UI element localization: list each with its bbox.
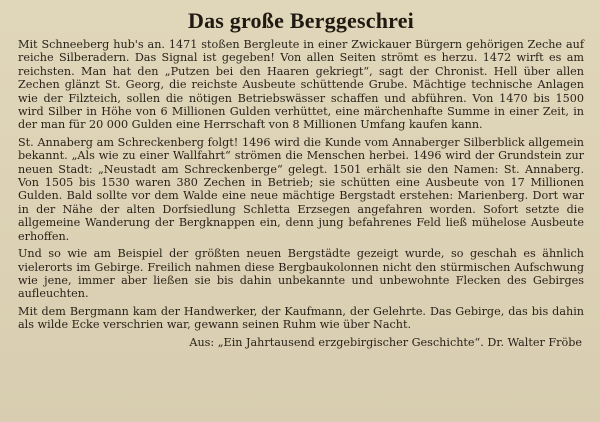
source-citation: Aus: „Ein Jahrtausend erzgebirgischer Geschichte“. Dr. Walter Fröbe [189,335,582,349]
document-title: Das große Berggeschrei [188,8,414,33]
paragraph-schneeberg: Mit Schneeberg hub's an. 1471 stoßen Bergleute in einer Zwickauer Bürgern gehörigen Zeche auf reiche Silberadern. Das Signal ist gegeben! Von allen Seiten strömt es herzu. 1472 wirft es am reichsten. Man hat den „Putzen bei den Haaren gekriegt“, sagt der Chronist. Hell über allen Zechen glänzt St. Georg, die reichste Ausbeute schüttende Grube. Mächtige technische Anlagen wie der Filzteich, sollen die nötigen Betriebswässer schaffen und abführen. Von 1470 bis 1500 wird Silber in Höhe von 6 Millionen Gulden verhüttet, eine märchenhafte Summe in einer Zeit, in der man für 20 000 Gulden eine Herrschaft von 8 Millionen Umfang kaufen kann. [18,38,584,132]
paragraph-handwerker: Mit dem Bergmann kam der Handwerker, der Kaufmann, der Gelehrte. Das Gebirge, das bis dahin als wilde Ecke verschrien war, gewann seinen Ruhm wie über Nacht. [18,304,584,332]
paragraph-annaberg: St. Annaberg am Schreckenberg folgt! 1496 wird die Kunde vom Annaberger Silberblick allgemein bekannt. „Als wie zu einer Wallfahrt“ strömen die Menschen herbei. 1496 wird der Grundstein zur neuen Stadt: „Neustadt am Schreckenberge“ gelegt. 1501 erhält sie den Namen: St. Annaberg. Von 1505 bis 1530 waren 380 Zechen in Betrieb; sie schütten eine Ausbeute von 17 Millionen Gulden. Bald sollte vor dem Walde eine neue mächtige Bergstadt erstehen: Marienberg. Dort war in der Nähe der alten Dorfsiedlung Schletta Erzsegen angefahren worden. Sofort setzte die allgemeine Wanderung der Bergknappen ein, denn jung befahrenes Feld ließ mühelose Ausbeute erhoffen. [18,135,584,243]
paragraph-bergstaedte: Und so wie am Beispiel der größten neuen Bergstädte gezeigt wurde, so geschah es ähnlich vielerorts im Gebirge. Freilich nahmen diese Bergbaukolonnen nicht den stürmischen Aufschwung wie jene, immer aber ließen sie bis dahin unbekannte und unbewohnte Flecken des Gebirges aufleuchten. [18,247,584,301]
